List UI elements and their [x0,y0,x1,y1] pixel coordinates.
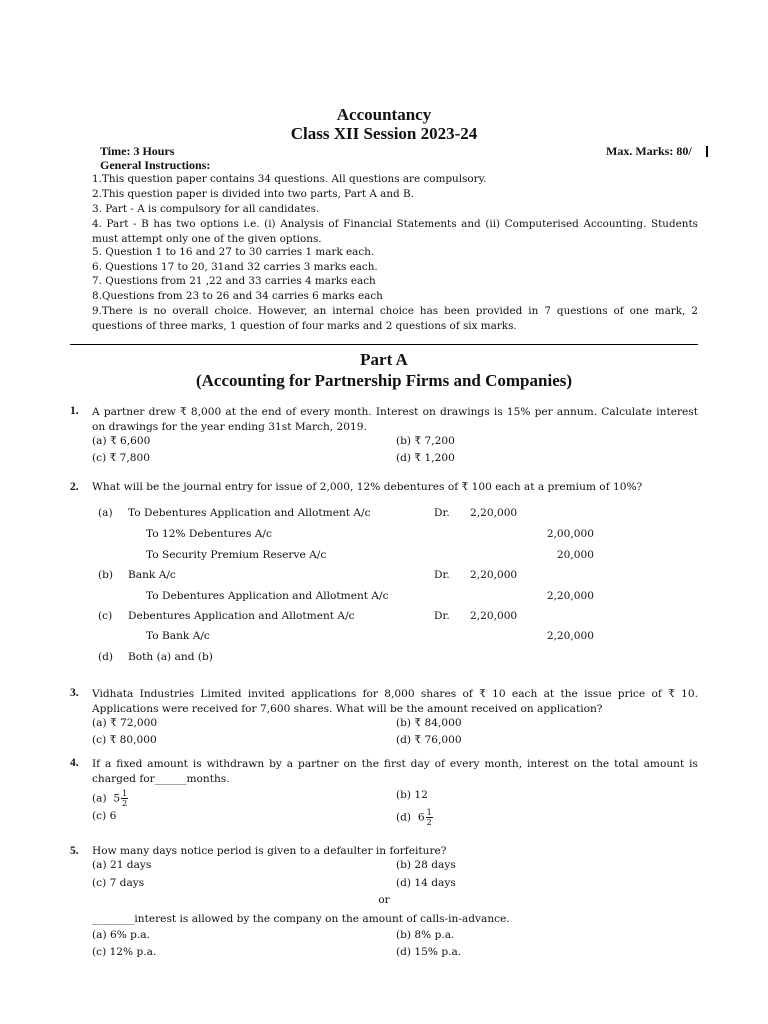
question-text: What will be the journal entry for issue of 2,000, 12% debentures of ₹ 100 each at a premium of 10%? [92,481,643,493]
question-number: 2. [70,481,79,493]
question-text: ________interest is allowed by the company on the amount of calls-in-advance. [92,913,510,925]
option-d: (d) 15% p.a. [396,946,462,958]
option-c: (c) 6 [92,810,117,822]
fraction-numerator: 1 [122,789,128,798]
option-label: (d) [396,811,412,824]
instruction-item: 9.There is no overall choice. However, an internal choice has been provided in 7 questions of one mark, 2 questions of three marks, 1 question of four marks and 2 questions of six marks. [92,305,698,332]
journal-particular: Bank A/c [128,569,176,581]
option-a: (a) 21 days [92,859,152,871]
fraction [426,808,433,827]
option-d [396,808,433,827]
option-c: (c) 12% p.a. [92,946,157,958]
option-d: (d) ₹ 1,200 [396,452,455,464]
fraction-denominator: 2 [122,799,128,808]
question-number: 5. [70,845,79,857]
journal-particular: To Bank A/c [146,630,210,642]
journal-particular: Debentures Application and Allotment A/c [128,610,355,622]
option-a: (a) 6% p.a. [92,929,150,941]
debit-amount: 2,20,000 [470,569,518,581]
option-b: (b) ₹ 84,000 [396,717,462,729]
option-label: (a) [92,792,107,805]
debit-marker: Dr. [434,610,450,622]
option-label: (c) [98,610,113,622]
option-label: (d) [98,651,114,663]
time-label: Time: 3 Hours [100,144,175,158]
max-marks-label: Max. Marks: 80/ [606,144,692,158]
instruction-item: 4. Part - B has two options i.e. (i) Analysis of Financial Statements and (ii) Computerised Accounting. Students must attempt only one of the given options. [92,218,698,245]
credit-amount: 2,20,000 [546,630,594,642]
question-text: How many days notice period is given to a defaulter in forfeiture? [92,845,447,857]
instruction-item: 2.This question paper is divided into two parts, Part A and B. [92,188,414,200]
journal-particular: To Debentures Application and Allotment A/c [146,590,389,602]
journal-particular: To Debentures Application and Allotment A/c [128,507,371,519]
instruction-item: 7. Questions from 21 ,22 and 33 carries 4 marks each [92,275,376,287]
fraction-whole: 6 [417,811,425,824]
credit-amount: 2,20,000 [546,590,594,602]
question-text: Vidhata Industries Limited invited applications for 8,000 shares of ₹ 10 each at the issue price of ₹ 10. Applications were received for 7,600 shares. What will be the amount received on application? [92,688,698,715]
option-b: (b) 12 [396,789,428,801]
part-subtitle: (Accounting for Partnership Firms and Companies) [195,371,573,390]
instruction-item: 6. Questions 17 to 20, 31and 32 carries 3 marks each. [92,261,378,273]
option-label: (a) [98,507,113,519]
journal-particular: To Security Premium Reserve A/c [146,549,327,561]
journal-particular: To 12% Debentures A/c [146,528,272,540]
general-instructions-heading: General Instructions: [100,158,211,172]
section-divider [70,344,698,345]
fraction-whole: 5 [113,792,121,805]
option-b: (b) ₹ 7,200 [396,435,455,447]
instruction-item: 3. Part - A is compulsory for all candidates. [92,203,320,215]
margin-bar [706,146,708,157]
subject-title: Accountancy [336,105,432,124]
question-number: 3. [70,687,79,699]
fraction-numerator: 1 [426,808,432,817]
question-text: If a fixed amount is withdrawn by a partner on the first day of every month, interest on the total amount is charged for______months. [92,758,698,785]
question-text: A partner drew ₹ 8,000 at the end of every month. Interest on drawings is 15% per annum. Calculate interest on drawings for the year ending 31st March, 2019. [92,406,698,433]
credit-amount: 20,000 [556,549,594,561]
option-a: (a) ₹ 72,000 [92,717,158,729]
debit-amount: 2,20,000 [470,610,518,622]
debit-marker: Dr. [434,507,450,519]
instruction-item: 1.This question paper contains 34 questions. All questions are compulsory. [92,173,487,185]
credit-amount: 2,00,000 [546,528,594,540]
option-a [92,789,128,808]
debit-amount: 2,20,000 [470,507,518,519]
question-number: 1. [70,405,79,417]
option-d: (d) 14 days [396,877,456,889]
question-number: 4. [70,757,79,769]
option-b: (b) 28 days [396,859,456,871]
option-d: (d) ₹ 76,000 [396,734,462,746]
fraction [121,789,128,808]
debit-marker: Dr. [434,569,450,581]
or-separator: or [378,894,390,906]
option-c: (c) ₹ 7,800 [92,452,151,464]
instruction-item: 5. Question 1 to 16 and 27 to 30 carries 1 mark each. [92,246,375,258]
fraction-denominator: 2 [426,818,432,827]
option-a: (a) ₹ 6,600 [92,435,151,447]
option-c: (c) ₹ 80,000 [92,734,157,746]
instruction-item: 8.Questions from 23 to 26 and 34 carries 6 marks each [92,290,383,302]
option-b: (b) 8% p.a. [396,929,455,941]
part-title: Part A [360,350,408,369]
journal-particular: Both (a) and (b) [128,651,213,663]
class-session-title: Class XII Session 2023-24 [290,124,478,143]
option-label: (b) [98,569,114,581]
option-c: (c) 7 days [92,877,145,889]
